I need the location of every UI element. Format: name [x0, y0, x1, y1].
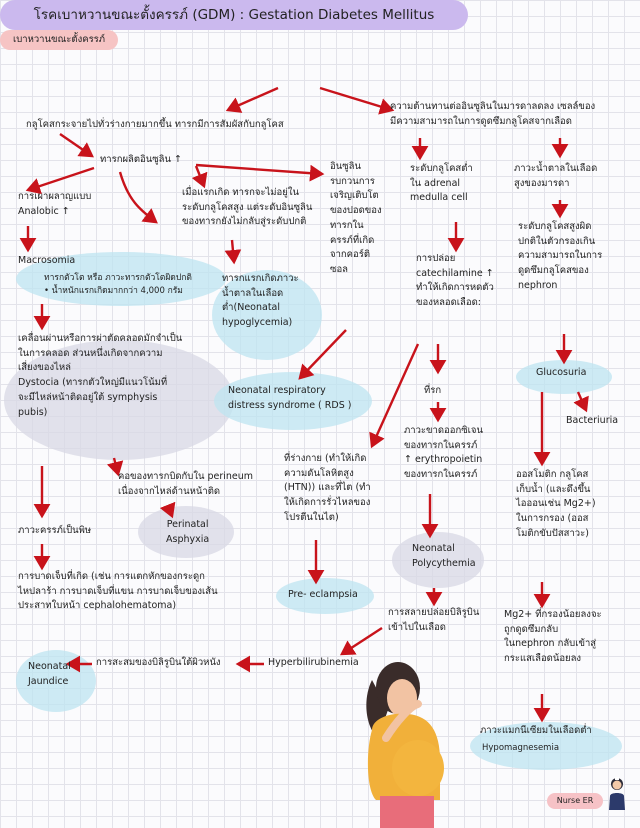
node-glucosuria: Glucosuria — [536, 367, 587, 378]
node-bacteriuria: Bacteriuria — [566, 415, 619, 426]
node-fetal-distress: ภาวะครรภ์เป็นพิษ — [18, 525, 92, 536]
node-macrosomia-title: Macrosomia — [18, 255, 76, 266]
node-birth-injury: การบาดเจ็บที่เกิด (เช่น การแตกหักของกระดูก ไหปลาร้า การบาดเจ็บที่แขน การบาดเจ็บของเส้น ประสาทใบหน้า cephalohematoma) — [18, 571, 218, 612]
nurse-avatar-icon — [606, 776, 628, 810]
node-cord-neck: คอของทารกบิดกับใน perineum เนื่องจากไหล่ด้านหน้าติด — [118, 471, 254, 497]
node-preeclampsia: Pre- eclampsia — [288, 589, 358, 600]
node-low-glucose-adrenal: ระดับกลูโคสต่ำ ใน adrenal medulla cell — [410, 163, 473, 204]
node-skin-deposit: การสะสมของบิลิรูบินใต้ผิวหนัง — [96, 657, 221, 668]
node-dystocia: เคลื่อนผ่านหรือการผ่าตัดคลอดมักจำเป็น ในการคลอด ส่วนหนึ่งเกิดจากความ เสี่ยงของไหล่ Dystocia (ทารกตัวใหญ่มีแนวโน้มที่ จะมีไหล่หน้าติดอยู่ใต้ symphysis pubis) — [18, 333, 183, 418]
root-node: เบาหวานขณะตั้งครรภ์ — [0, 30, 118, 50]
node-osmotic: ออสโมติก กลูโคส เก็บน้ำ (และดึงขึ้น ไอออนเช่น Mg2+) ในการกรอง (ออส โมติกขับปัสสาวะ) — [516, 469, 596, 539]
node-insulin-resistance: ความต้านทานต่ออินซูลินในมารดาลดลง เซลล์ของ มีความสามารถในการดูดซึมกลูโคสจากเลือด — [390, 101, 596, 127]
node-renal-threshold: ระดับกลูโคสสูงผิด ปกติในตัวกรองเกิน ความสามารถในการ ดูดซึมกลูโคสของ nephron — [518, 221, 603, 291]
node-metabolism: การเผาผลาญแบบ Analobic ↑ — [18, 191, 92, 217]
node-placenta: ที่รก — [424, 385, 442, 396]
node-kidney: ที่ร่างกาย (ทำให้เกิด ความดันโลหิตสูง (HTN)) และที่ไต (ทำ ให้เกิดการรั่วไหลของ โปรตีนในไต) — [284, 453, 371, 523]
node-fetal-insulin: ทารกผลิตอินซูลิน ↑ — [100, 154, 182, 165]
page-title: โรคเบาหวานขณะตั้งครรภ์ (GDM) : Gestation Diabetes Mellitus — [0, 0, 468, 30]
node-rds: Neonatal respiratory distress syndrome ( RDS ) — [228, 385, 352, 411]
node-newborn-glucose: เมื่อแรกเกิด ทารกจะไม่อยู่ใน ระดับกลูโคสสูง แต่ระดับอินซูลิน ของทารกยังไม่กลับสู่ระดับปกติ — [182, 187, 313, 228]
node-high-blood-sugar: ภาวะน้ำตาลในเลือด สูงของมารดา — [514, 163, 598, 189]
node-hyperbilirubinemia: Hyperbilirubinemia — [268, 657, 359, 668]
node-macrosomia-notes: ทารกตัวโต หรือ ภาวะทารกตัวโตผิดปกติ • น้ำหนักแรกเกิดมากกว่า 4,000 กรัม — [44, 273, 192, 297]
node-bilirubin-release: การสลายปล่อยบิลิรูบิน เข้าไปในเลือด — [388, 607, 480, 633]
node-hypomag-en: Hypomagnesemia — [482, 743, 560, 753]
node-polycythemia: Neonatal Polycythemia — [412, 543, 476, 569]
node-mg-loss: Mg2+ ที่กรองน้อยลงจะ ถูกดูดซึมกลับ ในnephron กลับเข้าสู่ กระแสเลือดน้อยลง — [504, 609, 602, 665]
node-hypomag-th: ภาวะแมกนีเซียมในเลือดต่ำ — [480, 725, 592, 736]
node-jaundice: Neonatal Jaundice — [28, 661, 71, 687]
node-glucose-crosses: กลูโคสกระจายไปทั่วร่างกายมากขึ้น ทารกมีการสัมผัสกับกลูโคส — [26, 119, 284, 130]
node-insulin-lung: อินซูลิน รบกวนการ เจริญเติบโต ของปอดของ ทารกใน ครรภ์ที่เกิด จากคอร์ติ ซอล — [330, 161, 382, 276]
node-asphyxia: Perinatal Asphyxia — [166, 519, 210, 545]
node-catecholamine: การปล่อย catechilamine ↑ ทำให้เกิดการหดตัว ของหลอดเลือด: — [416, 253, 494, 309]
credit-badge: Nurse ER — [547, 793, 603, 809]
node-hypoxia: ภาวะขาดออกซิเจน ของทารกในครรภ์ ↑ erythropoietin ของทารกในครรภ์ — [404, 425, 483, 481]
node-hypoglycemia: ทารกแรกเกิดภาวะ น้ำตาลในเลือด ต่ำ(Neonatal hypoglycemia) — [222, 273, 299, 329]
